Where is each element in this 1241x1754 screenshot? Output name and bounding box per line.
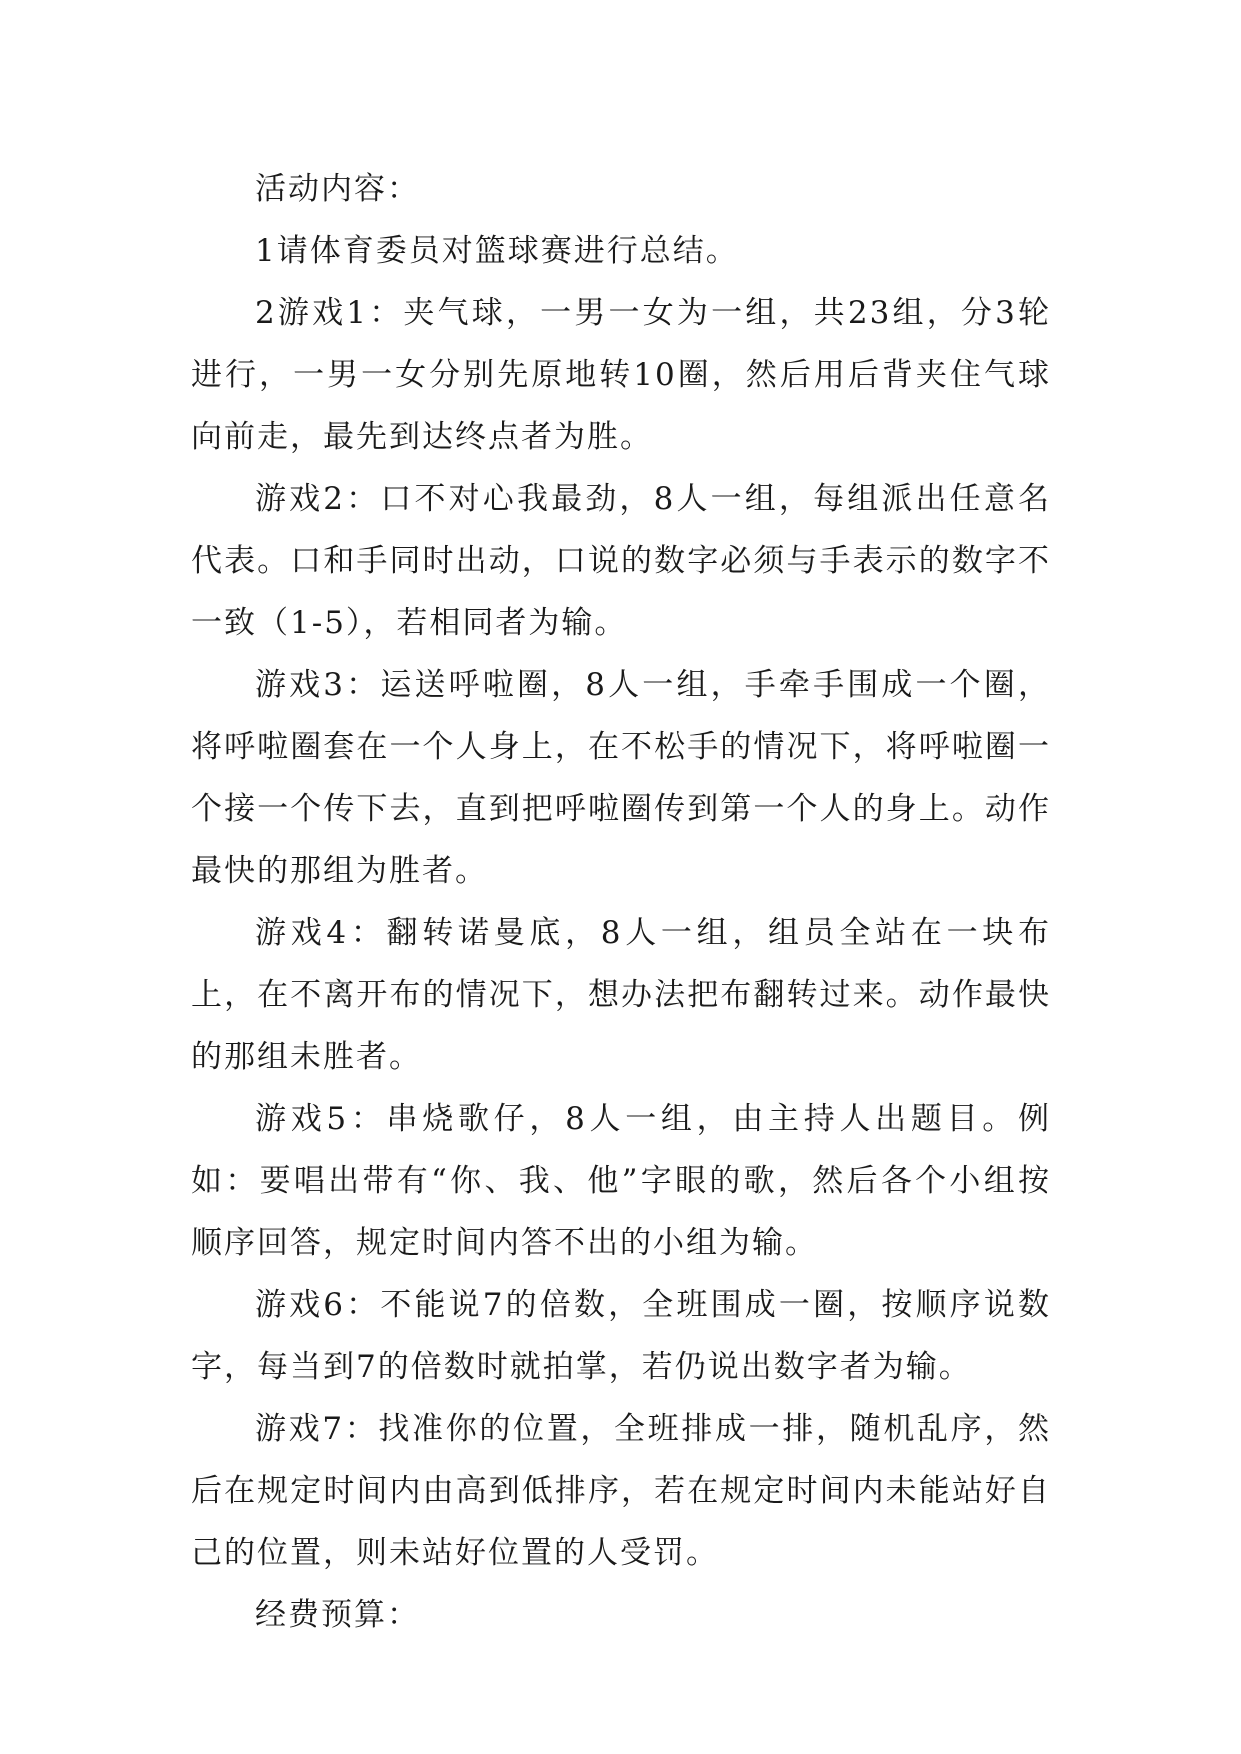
item-game-5: 游戏5：串烧歌仔，8人一组，由主持人出题目。例如：要唱出带有“你、我、他”字眼的歌，然后各个小组按顺序回答，规定时间内答不出的小组为输。 xyxy=(191,1101,1051,1261)
section-heading-activity-content: 活动内容： xyxy=(255,171,420,207)
item-game-3: 游戏3：运送呼啦圈，8人一组，手牵手围成一个圈，将呼啦圈套在一个人身上，在不松手的情况下，将呼啦圈一个接一个传下去，直到把呼啦圈传到第一个人的身上。动作最快的那组为胜者。 xyxy=(191,667,1051,889)
item-game-2: 游戏2：口不对心我最劲，8人一组，每组派出任意名代表。口和手同时出动，口说的数字必须与手表示的数字不一致（1-5），若相同者为输。 xyxy=(191,481,1051,641)
document-body xyxy=(191,158,1051,1646)
item-game-1: 2游戏1：夹气球，一男一女为一组，共23组，分3轮进行，一男一女分别先原地转10圈，然后用后背夹住气球向前走，最先到达终点者为胜。 xyxy=(191,295,1051,455)
section-heading-budget: 经费预算： xyxy=(255,1597,420,1633)
item-game-4: 游戏4：翻转诺曼底，8人一组，组员全站在一块布上，在不离开布的情况下，想办法把布翻转过来。动作最快的那组未胜者。 xyxy=(191,915,1051,1075)
item-game-7: 游戏7：找准你的位置，全班排成一排，随机乱序，然后在规定时间内由高到低排序，若在规定时间内未能站好自己的位置，则未站好位置的人受罚。 xyxy=(191,1411,1051,1571)
item-game-6: 游戏6：不能说7的倍数，全班围成一圈，按顺序说数字，每当到7的倍数时就拍掌，若仍说出数字者为输。 xyxy=(191,1287,1051,1385)
item-basketball-summary: 1请体育委员对篮球赛进行总结。 xyxy=(255,233,739,269)
